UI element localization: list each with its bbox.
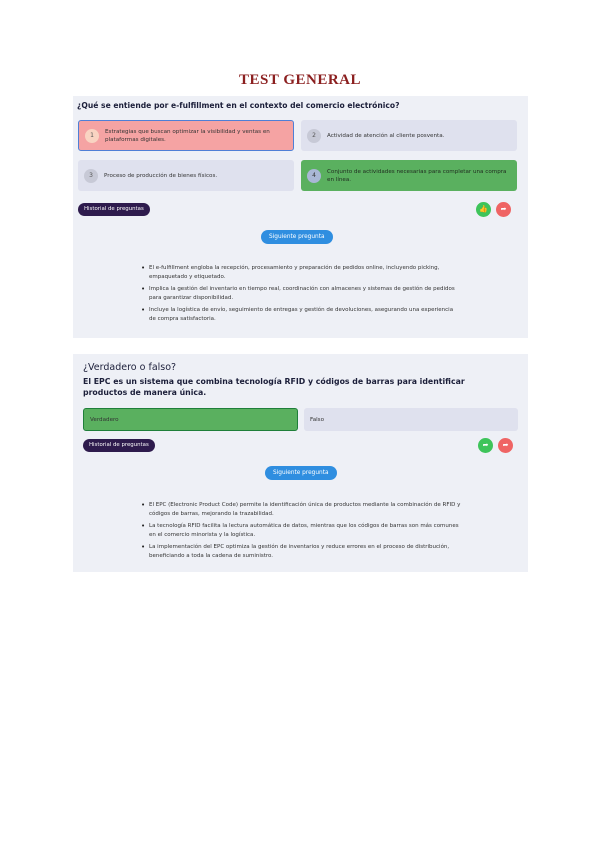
explanation-item: • La tecnología RFID facilita la lectura automática de datos, mientras que los códigos de barras son más comunes en el comercio minorista y la logística.: [141, 522, 461, 539]
option-label: Verdadero: [90, 416, 119, 423]
question-panel-2: [73, 354, 528, 572]
answer-option-true[interactable]: [83, 408, 298, 431]
option-label: Proceso de producción de bienes físicos.: [104, 172, 218, 179]
page-title: TEST GENERAL: [238, 72, 361, 88]
option-label: Estrategias que buscan optimizar la visibilidad y ventas en plataformas digitales.: [105, 128, 270, 143]
answer-option-2[interactable]: [301, 120, 517, 151]
next-question-button[interactable]: Siguiente pregunta: [265, 466, 337, 480]
thumbs-up-icon[interactable]: 👍: [476, 202, 491, 217]
history-button[interactable]: Historial de preguntas: [78, 203, 150, 216]
history-button[interactable]: Historial de preguntas: [83, 439, 155, 452]
explanation-item: • Implica la gestión del inventario en tiempo real, coordinación con almacenes y sistemas de gestión de pedidos para garantizar disponibilidad.: [141, 285, 461, 302]
question-text: El EPC es un sistema que combina tecnología RFID y códigos de barras para identificar productos de manera única.: [83, 377, 465, 397]
question-text: ¿Qué se entiende por e-fulfillment en el contexto del comercio electrónico?: [77, 101, 400, 110]
next-question-button[interactable]: Siguiente pregunta: [261, 230, 333, 244]
option-number-badge: 4: [307, 169, 321, 183]
answer-option-false[interactable]: [304, 408, 518, 431]
question-type-label: ¿Verdadero o falso?: [83, 362, 177, 373]
answer-option-1[interactable]: [78, 120, 294, 151]
explanation-list: [141, 501, 461, 565]
explanation-item: • La implementación del EPC optimiza la gestión de inventarios y reduce errores en el proceso de distribución, beneficiando a toda la cadena de suministro.: [141, 543, 461, 560]
option-label: Falso: [310, 416, 325, 423]
explanation-list: [141, 264, 461, 328]
option-number-badge: 3: [84, 169, 98, 183]
explanation-item: • El e-fulfillment engloba la recepción, procesamiento y preparación de pedidos online, incluyendo picking, empaquetado y etiquetado.: [141, 264, 461, 281]
share-arrow-icon[interactable]: ➦: [498, 438, 513, 453]
answer-option-4[interactable]: [301, 160, 517, 191]
answer-option-3[interactable]: [78, 160, 294, 191]
option-label: Actividad de atención al cliente posventa.: [327, 132, 445, 139]
explanation-item: • Incluye la logística de envío, seguimiento de entregas y gestión de devoluciones, asegurando una experiencia de compra satisfactoria.: [141, 306, 461, 323]
share-arrow-icon[interactable]: ➦: [478, 438, 493, 453]
option-number-badge: 1: [85, 129, 99, 143]
question-panel-1: [73, 96, 528, 338]
explanation-item: • El EPC (Electronic Product Code) permite la identificación única de productos mediante la combinación de RFID y códigos de barras, mejorando la trazabilidad.: [141, 501, 461, 518]
option-number-badge: 2: [307, 129, 321, 143]
option-label: Conjunto de actividades necesarias para completar una compra en línea.: [327, 168, 507, 183]
share-arrow-icon[interactable]: ➦: [496, 202, 511, 217]
